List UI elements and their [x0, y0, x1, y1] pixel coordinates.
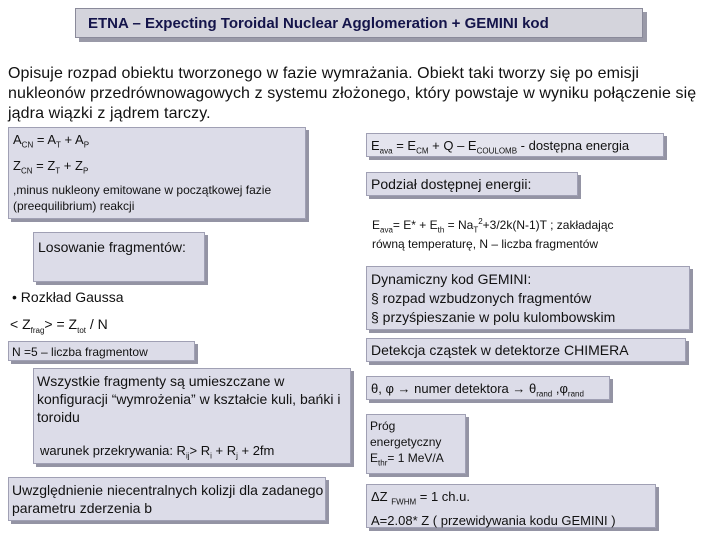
detector-mapping-text: θ, φ → numer detektora → $\theta_{rand}$ $,\varphi_{rand}$ — [371, 381, 584, 399]
n-fragments-box — [8, 341, 195, 361]
title-bar — [75, 8, 643, 38]
preequilibrium-note: ,minus nukleony emitowane w początkowej fazie (preequilibrium) reakcji — [13, 183, 272, 213]
chimera-detection-label: Detekcja cząstek w detektorze CHIMERA — [371, 342, 629, 358]
gemini-text: Dynamiczny kod GEMINI: § rozpad wzbudzonych fragmentów § przyśpieszanie w polu kulombowskim — [371, 271, 616, 325]
freezeout-config-box — [33, 368, 351, 464]
compound-formula-box — [8, 127, 306, 219]
eava-temperature-formula: $E_{ava}= E* + E_{th} = Na_T^2+3/2k(N-1)T$ ; zakładając równą temperaturę, N – liczba fragmentów — [372, 217, 614, 252]
freezeout-text: Wszystkie fragmenty są umieszczane w konfiguracji “wymrożenia” w kształcie kuli, bańki i toroidu — [37, 373, 341, 425]
n-fragments-note: N =5 – liczba fragmentow — [12, 345, 148, 359]
energy-division-box — [366, 172, 578, 196]
gauss-item: • Rozkład Gaussa — [12, 289, 124, 305]
z-cn-formula: $Z_{CN} = Z_T + Z_P$ — [13, 158, 89, 176]
available-energy-box — [366, 133, 664, 157]
energy-threshold-box — [366, 414, 466, 474]
energy-threshold-text: Próg energetyczny $E_{thr}= 1$ MeV/A — [370, 419, 444, 468]
losowanie-label: Losowanie fragmentów: — [38, 239, 186, 255]
page-title: ETNA – Expecting Toroidal Nuclear Agglomeration + GEMINI kod — [88, 14, 549, 32]
energy-division-label: Podział dostępnej energii: — [371, 176, 532, 192]
intro-paragraph: Opisuje rozpad obiektu tworzonego w fazie wymrażania. Obiekt taki tworzy się po emisji nukleonów przedrównowagowych z systemu złożonego, który powstaje w wyniku połączenie się jądra wiązki z jądrem tarczy. — [8, 65, 697, 122]
noncentral-text: Uwzględnienie niecentralnych kolizji dla zadanego parametru zderzenia b — [12, 482, 324, 516]
charge-resolution-box — [366, 484, 656, 528]
zfrag-formula: < $Z_{frag}> = Z_{tot} / N$ — [10, 316, 108, 335]
fragment-sampling-box — [33, 232, 205, 282]
zfrag-box — [8, 312, 200, 338]
a-cn-formula: $A_{CN} = A_T + A_P$ — [13, 132, 90, 150]
gemini-code-box — [366, 266, 690, 330]
chimera-detection-box — [366, 338, 686, 362]
noncentral-collisions-box — [8, 477, 326, 521]
detector-mapping-box — [366, 376, 610, 400]
charge-resolution-text: ΔZ $_{FWHM}$ = 1 ch.u. A=2.08* Z ( przewidywania kodu GEMINI ) — [371, 489, 616, 528]
eava-formula: $E_{ava} = E_{CM} + Q - E_{COULOMB}$ - dostępna energia — [371, 138, 630, 156]
overlap-condition: warunek przekrywania: $R_{ij}> R_i + R_j + 2fm$ — [40, 443, 275, 461]
